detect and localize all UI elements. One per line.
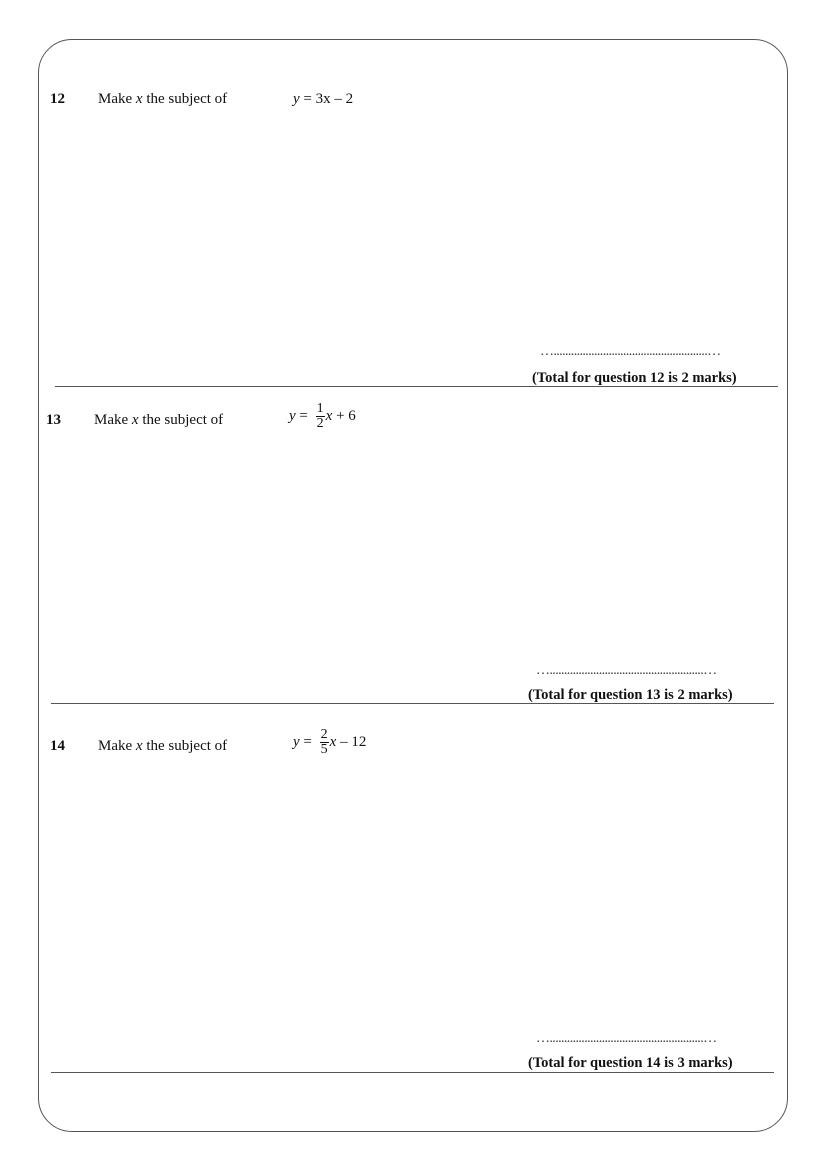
question-13-total: (Total for question 13 is 2 marks) — [528, 687, 733, 703]
question-12-answer-line[interactable]: ….....................................................… — [540, 344, 721, 359]
question-14-equation: y = $\frac{2}{5}$ x – 12 — [293, 727, 367, 757]
question-13-prompt: Make x the subject of — [94, 412, 224, 428]
question-12-prompt: Make x the subject of — [98, 91, 228, 107]
question-12-divider — [55, 386, 778, 387]
question-14-answer-line[interactable]: ….....................................................… — [536, 1031, 717, 1046]
question-13-fraction: $\frac{1}{2}$ — [316, 401, 324, 431]
question-14-number: 14 — [50, 738, 65, 754]
question-12-number: 12 — [50, 91, 65, 107]
question-12-equation: y = 3x – 2 — [293, 91, 354, 107]
question-13-divider — [51, 703, 774, 704]
question-13-answer-line[interactable]: ….....................................................… — [536, 663, 717, 678]
question-14-divider — [51, 1072, 774, 1073]
page-border — [38, 39, 788, 1132]
question-13-number: 13 — [46, 412, 61, 428]
question-14-fraction: $\frac{2}{5}$ — [320, 727, 328, 757]
question-14-prompt: Make x the subject of — [98, 738, 228, 754]
question-14-total: (Total for question 14 is 3 marks) — [528, 1055, 733, 1071]
question-12-total: (Total for question 12 is 2 marks) — [532, 370, 737, 386]
question-13-equation: y = $\frac{1}{2}$ x + 6 — [289, 401, 356, 431]
